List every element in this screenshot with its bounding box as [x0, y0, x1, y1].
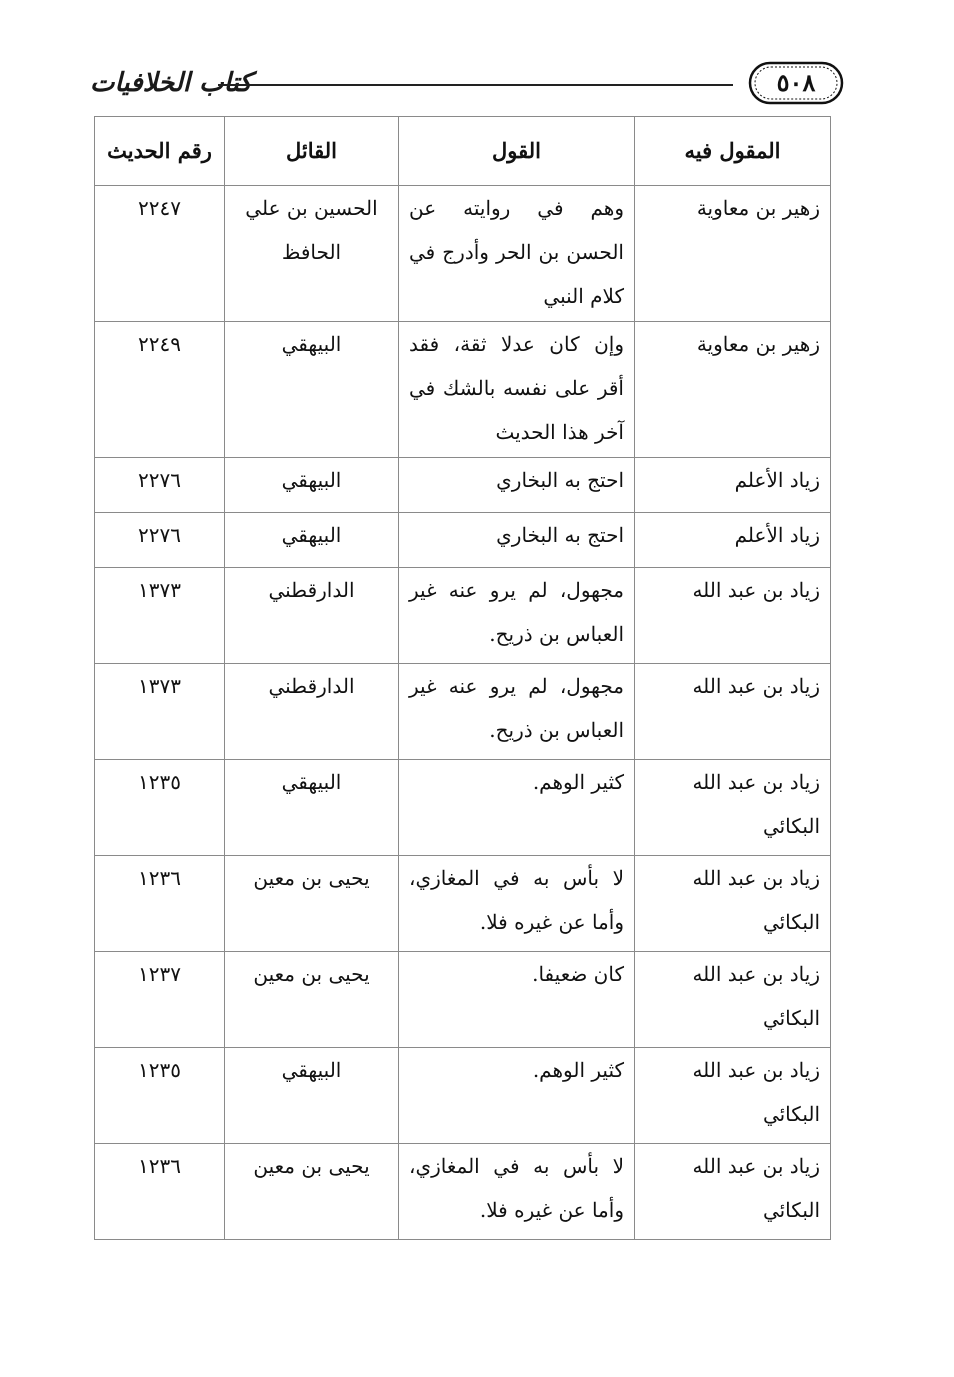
page-number: ٥٠٨	[776, 68, 816, 97]
subject-cell: زياد الأعلم	[635, 458, 831, 513]
statement-cell: لا بأس به في المغازي، وأما عن غيره فلا.	[399, 856, 635, 952]
hadith-number-cell: ٢٢٤٧	[95, 186, 225, 322]
hadith-number-cell: ٢٢٧٦	[95, 513, 225, 568]
hadith-number-cell: ١٣٧٣	[95, 664, 225, 760]
hadith-number-cell: ١٢٣٧	[95, 952, 225, 1048]
table-row	[95, 1144, 831, 1240]
subject-cell: زياد بن عبد الله البكائي	[635, 952, 831, 1048]
hadith-number-cell: ١٢٣٦	[95, 1144, 225, 1240]
table-row	[95, 322, 831, 458]
subject-cell: زياد بن عبد الله البكائي	[635, 1048, 831, 1144]
subject-cell: زياد الأعلم	[635, 513, 831, 568]
table-row	[95, 856, 831, 952]
speaker-cell: البيهقي	[225, 760, 399, 856]
subject-cell: زياد بن عبد الله البكائي	[635, 856, 831, 952]
hadith-number-cell: ١٣٧٣	[95, 568, 225, 664]
speaker-cell: البيهقي	[225, 1048, 399, 1144]
subject-cell: زياد بن عبد الله البكائي	[635, 760, 831, 856]
hadith-number-cell: ١٢٣٦	[95, 856, 225, 952]
table-row	[95, 458, 831, 513]
subject-cell: زهير بن معاوية	[635, 322, 831, 458]
table-row	[95, 760, 831, 856]
table-row	[95, 568, 831, 664]
speaker-cell: يحيى بن معين	[225, 1144, 399, 1240]
hadith-number-cell: ٢٢٧٦	[95, 458, 225, 513]
header-row	[95, 117, 831, 186]
statement-cell: مجهول، لم يرو عنه غير العباس بن ذريح.	[399, 568, 635, 664]
header-rule	[218, 84, 733, 86]
page-number-ornament	[747, 60, 845, 106]
book-title: كتاب الخلافيات	[90, 68, 252, 98]
table-row	[95, 1048, 831, 1144]
column-header-number: رقم الحديث	[95, 117, 225, 186]
hadith-number-cell: ٢٢٤٩	[95, 322, 225, 458]
table-header	[95, 117, 831, 186]
column-header-speaker: القائل	[225, 117, 399, 186]
table-row	[95, 952, 831, 1048]
speaker-cell: البيهقي	[225, 513, 399, 568]
subject-cell: زياد بن عبد الله	[635, 664, 831, 760]
column-header-statement: القول	[399, 117, 635, 186]
hadith-number-cell: ١٢٣٥	[95, 1048, 225, 1144]
subject-cell: زياد بن عبد الله البكائي	[635, 1144, 831, 1240]
statement-cell: وهم في روايته عن الحسن بن الحر وأدرج في كلام النبي	[399, 186, 635, 322]
statement-cell: كثير الوهم.	[399, 1048, 635, 1144]
statement-cell: احتج به البخاري	[399, 458, 635, 513]
speaker-cell: الدارقطني	[225, 568, 399, 664]
speaker-cell: الحسين بن علي الحافظ	[225, 186, 399, 322]
hadith-number-cell: ١٢٣٥	[95, 760, 225, 856]
statement-cell: احتج به البخاري	[399, 513, 635, 568]
statement-cell: لا بأس به في المغازي، وأما عن غيره فلا.	[399, 1144, 635, 1240]
table-row	[95, 664, 831, 760]
table-row	[95, 186, 831, 322]
column-header-subject: المقول فيه	[635, 117, 831, 186]
statement-cell: كان ضعيفا.	[399, 952, 635, 1048]
statement-cell: مجهول، لم يرو عنه غير العباس بن ذريح.	[399, 664, 635, 760]
speaker-cell: البيهقي	[225, 458, 399, 513]
speaker-cell: يحيى بن معين	[225, 856, 399, 952]
records-table	[94, 116, 831, 1240]
speaker-cell: البيهقي	[225, 322, 399, 458]
table-row	[95, 513, 831, 568]
subject-cell: زهير بن معاوية	[635, 186, 831, 322]
statement-cell: كثير الوهم.	[399, 760, 635, 856]
speaker-cell: الدارقطني	[225, 664, 399, 760]
subject-cell: زياد بن عبد الله	[635, 568, 831, 664]
page-header	[90, 60, 845, 110]
table-body	[95, 186, 831, 1240]
statement-cell: وإن كان عدلا ثقة، فقد أقر على نفسه بالشك في آخر هذا الحديث	[399, 322, 635, 458]
speaker-cell: يحيى بن معين	[225, 952, 399, 1048]
